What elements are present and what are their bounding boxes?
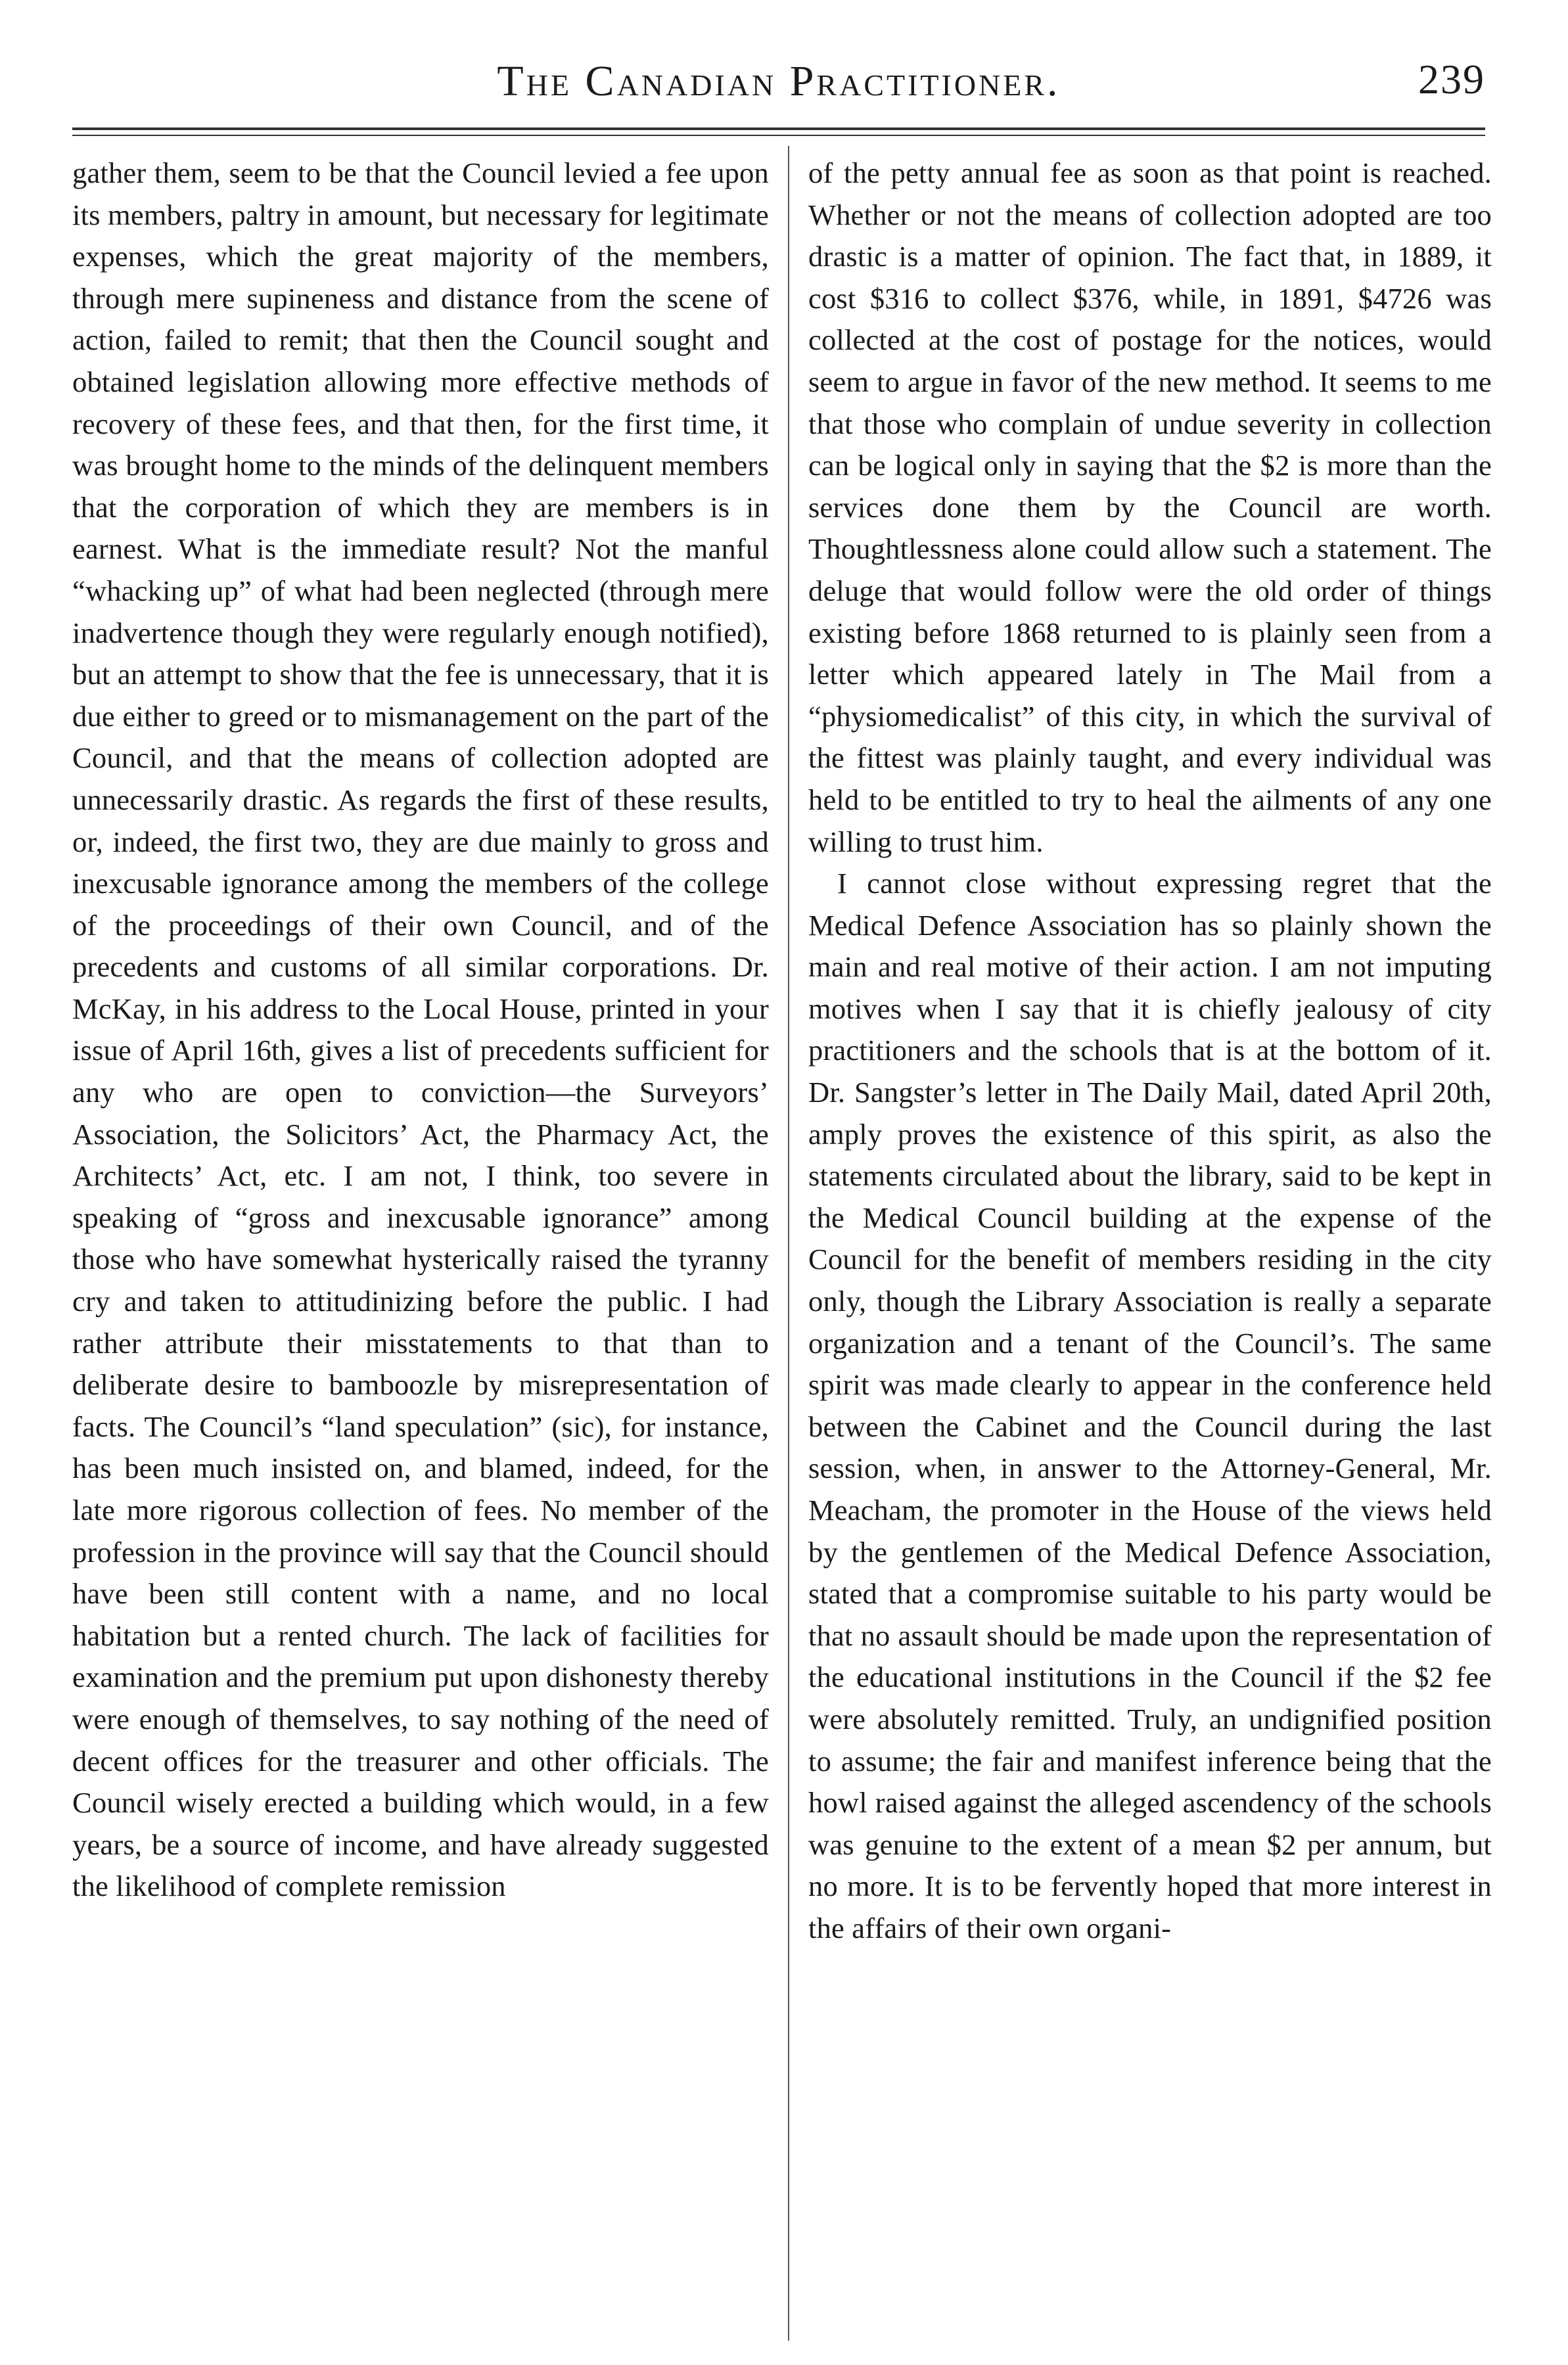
right-paragraph-1: of the petty annual fee as soon as that point is reached. Whether or not the means of collection adopted are too drastic is a matter of opinion. The fact that, in 1889, it cost $316 to collect $376, while, in 1891, $4726 was collected at the cost of postage for the notices, would seem to argue in favor of the new method. It seems to me that those who complain of undue severity in collection can be logical only in saying that the $2 is more than the services done them by the Council are worth. Thoughtlessness alone could allow such a statement. The deluge that would follow were the old order of things existing before 1868 returned to is plainly seen from a letter which appeared lately in The Mail from a “physiomedicalist” of this city, in which the survival of the fittest was plainly taught, and every individual was held to be entitled to try to heal the ailments of any one willing to trust him. [808,156,1492,858]
column-divider [788,146,789,2341]
page-header [72,51,1485,117]
left-column [72,152,769,1908]
page-number: 239 [1418,56,1485,103]
running-title: The Canadian Practitioner. [497,57,1061,105]
right-paragraph-2: I cannot close without expressing regret that the Medical Defence Association has so plainly shown the main and real motive of their action. I am not imputing motives when I say that it is chiefly jealousy of city practitioners and the schools that is at the bottom of it. Dr. Sangster’s letter in The Daily Mail, dated April 20th, amply proves the existence of this spirit, as also the statements circulated about the library, said to be kept in the Medical Council building at the expense of the Council for the benefit of members residing in the city only, though the Library Association is really a separate organization and a tenant of the Council’s. The same spirit was made clearly to appear in the conference held between the Cabinet and the Council during the last session, when, in answer to the Attorney-General, Mr. Meacham, the promoter in the House of the views held by the gentlemen of the Medical Defence Association, stated that a compromise suitable to his party would be that no assault should be made upon the representation of the educational institutions in the Council if the $2 fee were absolutely remitted. Truly, an undignified position to assume; the fair and manifest inference being that the howl raised against the alleged ascendency of the schools was genuine to the extent of a mean $2 per annum, but no more. It is to be fervently hoped that more interest in the affairs of their own organi- [808,867,1492,1944]
header-rule-thin [72,135,1485,136]
right-column [808,152,1492,1950]
left-paragraph-1: gather them, seem to be that the Council levied a fee upon its members, paltry in amount, but necessary for legitimate expenses, which the great majority of the members, through mere supineness and distance from the scene of action, failed to remit; that then the Council sought and obtained legislation allowing more effective methods of recovery of these fees, and that then, for the first time, it was brought home to the minds of the delinquent members that the corporation of which they are members is in earnest. What is the immediate result? Not the manful “whacking up” of what had been neglected (through mere inadvertence though they were regularly enough notified), but an attempt to show that the fee is unnecessary, that it is due either to greed or to mismanagement on the part of the Council, and that the means of collection adopted are unnecessarily drastic. As regards the first of these results, or, indeed, the first two, they are due mainly to gross and inexcusable ignorance among the members of the college of the proceedings of their own Council, and of the precedents and customs of all similar corporations. Dr. McKay, in his address to the Local House, printed in your issue of April 16th, gives a list of precedents sufficient for any who are open to conviction—the Surveyors’ Association, the Solicitors’ Act, the Pharmacy Act, the Architects’ Act, etc. I am not, I think, too severe in speaking of “gross and inexcusable ignorance” among those who have somewhat hysterically raised the tyranny cry and taken to attitudinizing before the public. I had rather attribute their misstatements to that than to deliberate desire to bamboozle by misrepresentation of facts. The Council’s “land speculation” (sic), for instance, has been much insisted on, and blamed, indeed, for the late more rigorous collection of fees. No member of the profession in the province will say that the Council should have been still content with a name, and no local habitation but a rented church. The lack of facilities for examination and the premium put upon dishonesty thereby were enough of themselves, to say nothing of the need of decent offices for the treasurer and other officials. The Council wisely erected a building which would, in a few years, be a source of income, and have already suggested the likelihood of complete remission [72,156,769,1903]
header-rule-thick [72,127,1485,130]
